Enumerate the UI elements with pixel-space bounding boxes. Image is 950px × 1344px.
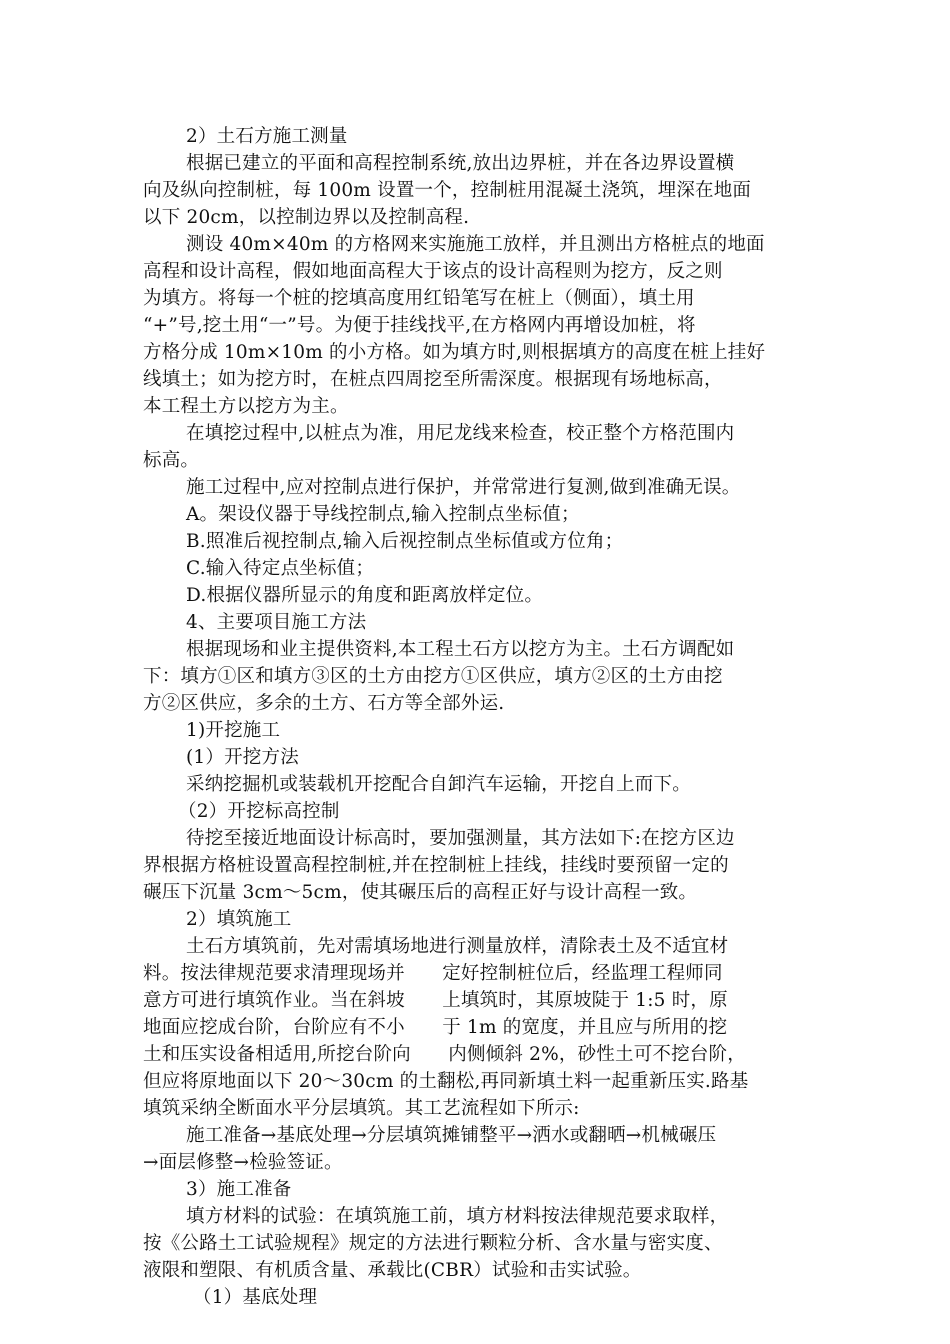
paragraph-line: 以下 20cm，以控制边界以及控制高程. xyxy=(143,207,470,228)
list-item: C.输入待定点坐标值； xyxy=(186,558,375,579)
list-item: D.根据仪器所显示的角度和距离放样定位。 xyxy=(186,585,544,606)
paragraph-line: 界根据方格桩设置高程控制桩,并在控制桩上挂线，挂线时要预留一定的 xyxy=(143,855,729,876)
paragraph-line: 本工程土方以挖方为主。 xyxy=(143,396,349,417)
subsection-heading: (1）开挖方法 xyxy=(186,747,299,768)
paragraph-line: 地面应挖成台阶，台阶应有不小 于 1m 的宽度，并且应与所用的挖 xyxy=(143,1017,728,1038)
subsection-heading: 1)开挖施工 xyxy=(186,720,281,741)
subsection-heading: （1）基底处理 xyxy=(193,1287,318,1308)
paragraph-line: 高程和设计高程，假如地面高程大于该点的设计高程则为挖方，反之则 xyxy=(143,261,723,282)
paragraph-line: “+”号,挖土用“一”号。为便于挂线找平,在方格网内再增设加桩，将 xyxy=(143,315,696,336)
paragraph-line: 土和压实设备相适用,所挖台阶向 内侧倾斜 2%，砂性土可不挖台阶， xyxy=(143,1044,746,1065)
paragraph-line: 测设 40m×40m 的方格网来实施施工放样，并且测出方格桩点的地面 xyxy=(186,234,765,255)
paragraph-line: 采纳挖掘机或装载机开挖配合自卸汽车运输，开挖自上而下。 xyxy=(186,774,691,795)
process-flow: →面层修整→检验签证。 xyxy=(143,1152,343,1173)
list-item: B.照准后视控制点,输入后视控制点坐标值或方位角； xyxy=(186,531,624,552)
paragraph-line: 为填方。将每一个桩的挖填高度用红铅笔写在桩上（侧面），填土用 xyxy=(143,288,695,309)
paragraph-line: 填筑采纳全断面水平分层填筑。其工艺流程如下所示: xyxy=(143,1098,580,1119)
subsection-heading: 3）施工准备 xyxy=(186,1179,292,1200)
paragraph-line: 意方可进行填筑作业。当在斜坡 上填筑时，其原坡陡于 1:5 时，原 xyxy=(143,990,728,1011)
paragraph-line: 方格分成 10m×10m 的小方格。如为填方时,则根据填方的高度在桩上挂好 xyxy=(143,342,766,363)
paragraph-line: 但应将原地面以下 20～30cm 的土翻松,再同新填土料一起重新压实.路基 xyxy=(143,1071,749,1092)
paragraph-line: 在填挖过程中,以桩点为准，用尼龙线来检查，校正整个方格范围内 xyxy=(186,423,735,444)
paragraph-line: 施工过程中,应对控制点进行保护，并常常进行复测,做到准确无误。 xyxy=(186,477,741,498)
subsection-heading: （2）开挖标高控制 xyxy=(178,801,340,822)
paragraph-line: 土石方填筑前，先对需填场地进行测量放样，清除表土及不适宜材 xyxy=(186,936,729,957)
paragraph-line: 料。按法律规范要求清理现场并 定好控制桩位后，经监理工程师同 xyxy=(143,963,723,984)
paragraph-line: 标高。 xyxy=(143,450,200,471)
paragraph-line: 方②区供应，多余的土方、石方等全部外运. xyxy=(143,693,505,714)
paragraph-line: 线填土；如为挖方时，在桩点四周挖至所需深度。根据现有场地标高， xyxy=(143,369,723,390)
paragraph-line: 根据现场和业主提供资料,本工程土石方以挖方为主。土石方调配如 xyxy=(186,639,735,660)
paragraph-line: 待挖至接近地面设计标高时，要加强测量，其方法如下:在挖方区边 xyxy=(186,828,735,849)
paragraph-line: 向及纵向控制桩，每 100m 设置一个，控制桩用混凝土浇筑，埋深在地面 xyxy=(143,180,752,201)
paragraph-line: 下：填方①区和填方③区的土方由挖方①区供应，填方②区的土方由挖 xyxy=(143,666,723,687)
heading-earthwork-survey: 2）土石方施工测量 xyxy=(186,126,348,147)
paragraph-line: 按《公路土工试验规程》规定的方法进行颗粒分析、含水量与密实度、 xyxy=(143,1233,723,1254)
list-item: A。架设仪器于导线控制点,输入控制点坐标值； xyxy=(186,504,580,525)
paragraph-line: 液限和塑限、有机质含量、承载比(CBR）试验和击实试验。 xyxy=(143,1260,642,1281)
paragraph-line: 碾压下沉量 3cm～5cm，使其碾压后的高程正好与设计高程一致。 xyxy=(143,882,698,903)
process-flow: 施工准备→基底处理→分层填筑摊铺整平→洒水或翻晒→机械碾压 xyxy=(186,1125,717,1146)
paragraph-line: 填方材料的试验：在填筑施工前，填方材料按法律规范要求取样， xyxy=(186,1206,729,1227)
subsection-heading: 2）填筑施工 xyxy=(186,909,292,930)
section-heading: 4、主要项目施工方法 xyxy=(186,612,367,633)
paragraph-line: 根据已建立的平面和高程控制系统,放出边界桩，并在各边界设置横 xyxy=(186,153,735,174)
